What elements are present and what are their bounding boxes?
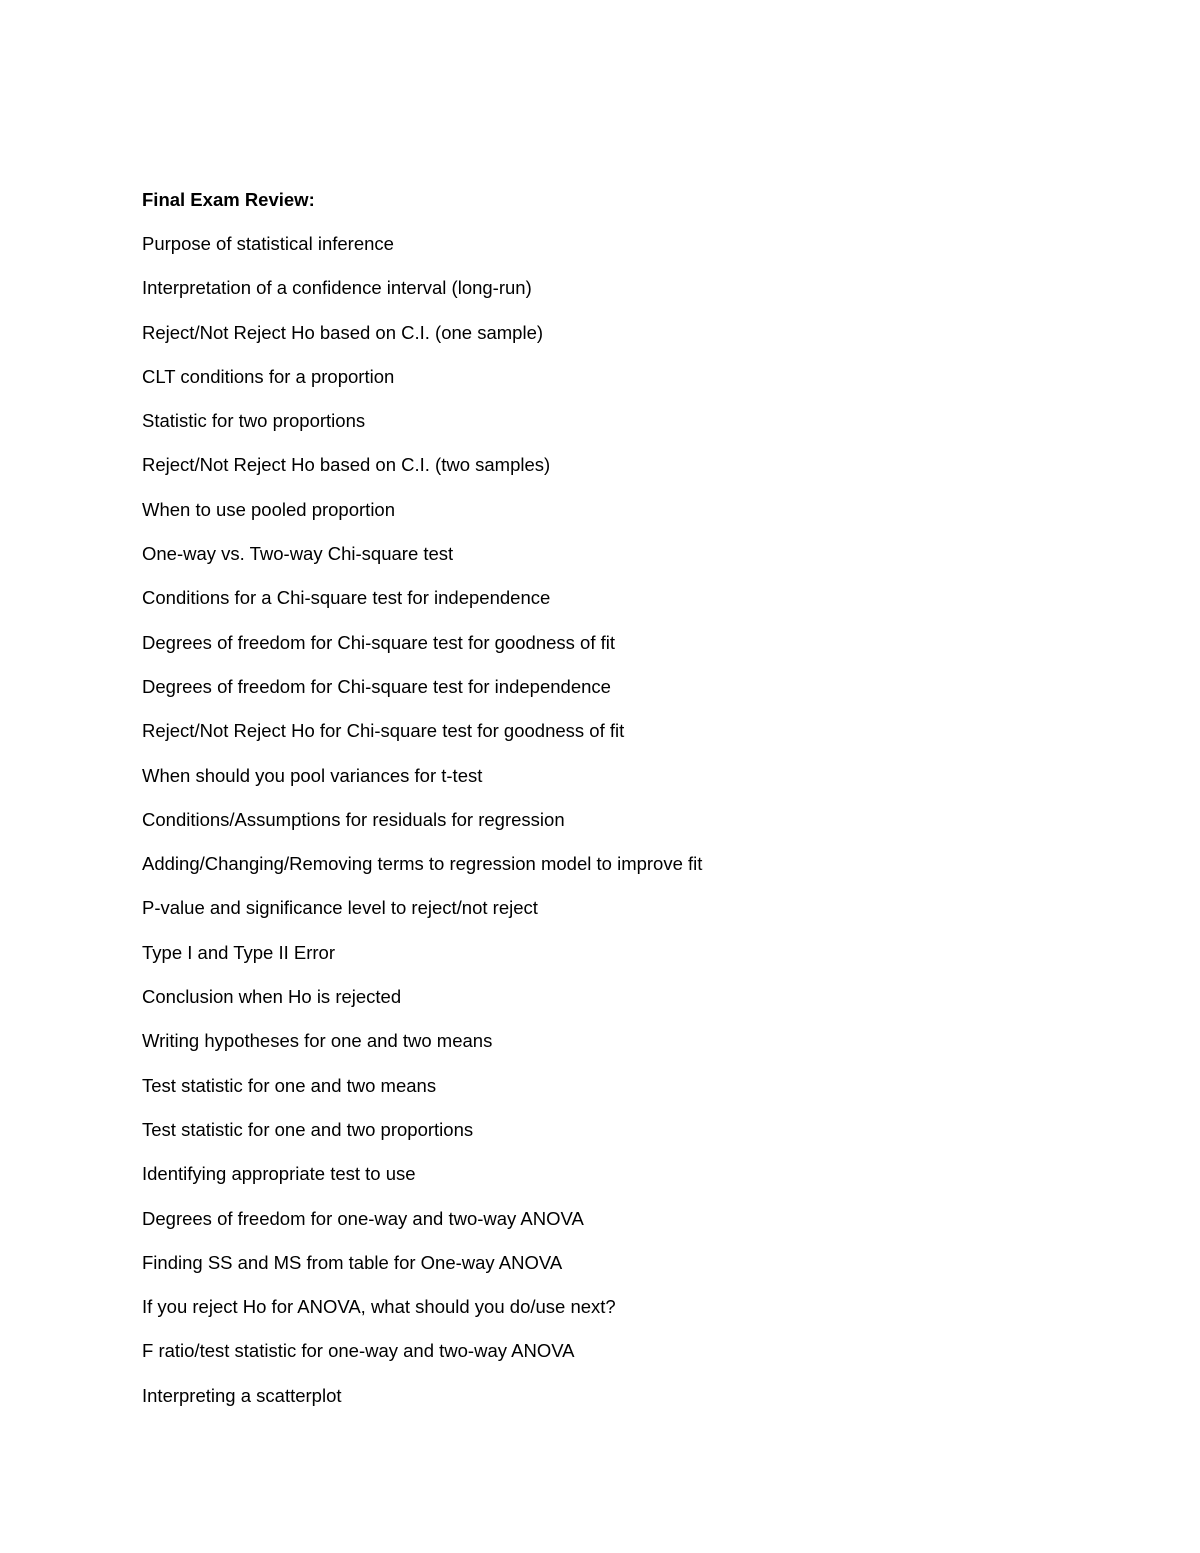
topic-item: Finding SS and MS from table for One-way ANOVA: [142, 1251, 563, 1273]
document-content: [142, 186, 1042, 1426]
topic-item: Degrees of freedom for Chi-square test for independence: [142, 675, 611, 697]
topic-list: [142, 230, 1042, 1410]
topic-item: Degrees of freedom for Chi-square test for goodness of fit: [142, 631, 616, 653]
topic-item: Test statistic for one and two means: [142, 1074, 437, 1096]
topic-item: Test statistic for one and two proportions: [142, 1118, 474, 1140]
topic-item: Interpretation of a confidence interval (long-run): [142, 277, 532, 299]
document-title: Final Exam Review:: [142, 189, 315, 210]
topic-item: If you reject Ho for ANOVA, what should you do/use next?: [142, 1296, 616, 1318]
topic-item: Conclusion when Ho is rejected: [142, 986, 402, 1008]
topic-item: When to use pooled proportion: [142, 498, 396, 520]
topic-item: Adding/Changing/Removing terms to regression model to improve fit: [142, 853, 703, 875]
topic-item: CLT conditions for a proportion: [142, 365, 395, 387]
topic-item: P-value and significance level to reject/not reject: [142, 897, 538, 919]
topic-item: Reject/Not Reject Ho based on C.I. (one sample): [142, 321, 544, 343]
topic-item: Identifying appropriate test to use: [142, 1163, 416, 1185]
topic-item: Statistic for two proportions: [142, 410, 366, 432]
topic-item: When should you pool variances for t-test: [142, 764, 483, 786]
topic-item: Reject/Not Reject Ho based on C.I. (two samples): [142, 454, 551, 476]
topic-item: Writing hypotheses for one and two means: [142, 1030, 493, 1052]
topic-item: Reject/Not Reject Ho for Chi-square test for goodness of fit: [142, 720, 625, 742]
topic-item: Conditions for a Chi-square test for independence: [142, 587, 551, 609]
topic-item: Interpreting a scatterplot: [142, 1384, 342, 1406]
topic-item: One-way vs. Two-way Chi-square test: [142, 543, 454, 565]
topic-item: Degrees of freedom for one-way and two-way ANOVA: [142, 1207, 584, 1229]
topic-item: Purpose of statistical inference: [142, 233, 394, 254]
topic-item: Conditions/Assumptions for residuals for regression: [142, 808, 565, 830]
topic-item: F ratio/test statistic for one-way and two-way ANOVA: [142, 1340, 575, 1362]
topic-item: Type I and Type II Error: [142, 941, 335, 963]
